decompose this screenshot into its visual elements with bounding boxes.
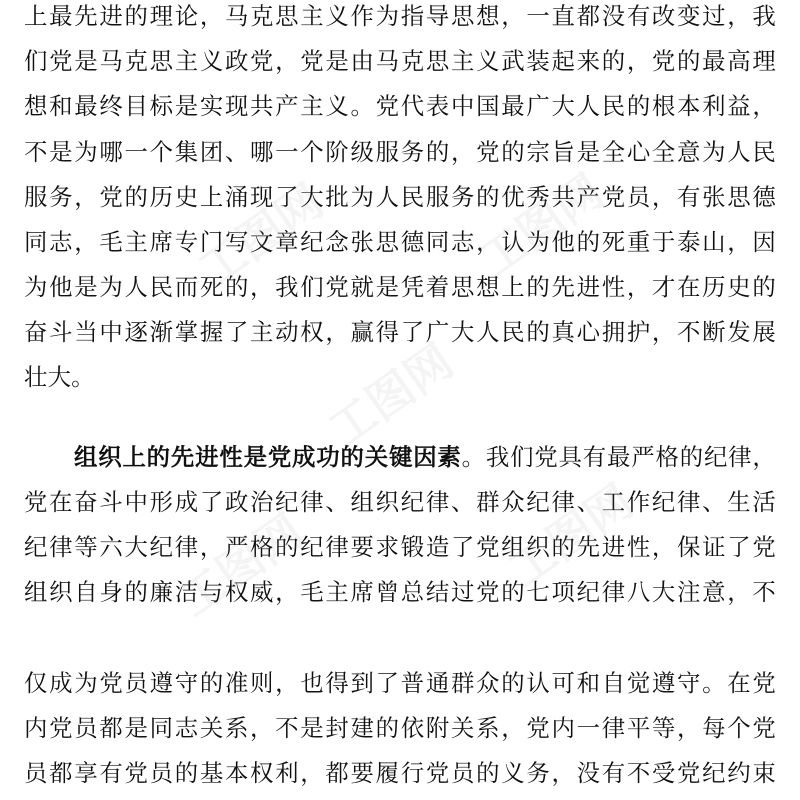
watermark: 工图网 bbox=[498, 473, 643, 598]
paragraph-2-line-3: 纪律等六大纪律，严格的纪律要求锻造了党组织的先进性，保证了党 bbox=[24, 533, 776, 561]
watermark: 工图网 bbox=[168, 503, 313, 628]
paragraph-1-line-5: 服务，党的历史上涌现了大批为人民服务的优秀共产党员，有张思德 bbox=[24, 183, 776, 211]
watermark: 工图网 bbox=[318, 333, 463, 458]
paragraph-1-line-9: 壮大。 bbox=[24, 363, 95, 391]
paragraph-2-line-2: 党在奋斗中形成了政治纪律、组织纪律、群众纪律、工作纪律、生活 bbox=[24, 488, 776, 516]
paragraph-1-line-7: 为他是为人民而死的，我们党就是凭着思想上的先进性，才在历史的 bbox=[24, 273, 776, 301]
page-2-line-1: 仅成为党员遵守的准则，也得到了普通群众的认可和自觉遵守。在党 bbox=[24, 669, 776, 697]
watermark: 工图网 bbox=[468, 163, 613, 288]
paragraph-2-line-4: 组织自身的廉洁与权威，毛主席曾总结过党的七项纪律八大注意，不 bbox=[24, 578, 776, 606]
paragraph-2-line-1 bbox=[74, 442, 776, 472]
paragraph-2-first-rest: 。我们党具有最严格的纪律， bbox=[461, 443, 776, 471]
watermark: 工图网 bbox=[188, 173, 333, 298]
paragraph-1-line-8: 奋斗当中逐渐掌握了主动权，赢得了广大人民的真心拥护，不断发展 bbox=[24, 318, 776, 346]
paragraph-1-line-3: 想和最终目标是实现共产主义。党代表中国最广大人民的根本利益， bbox=[24, 92, 776, 120]
paragraph-1-line-4: 不是为哪一个集团、哪一个阶级服务的，党的宗旨是全心全意为人民 bbox=[24, 138, 776, 166]
page-2-line-3: 员都享有党员的基本权利，都要履行党员的义务，没有不受党纪约束 bbox=[24, 759, 776, 787]
paragraph-1-line-1: 上最先进的理论，马克思主义作为指导思想，一直都没有改变过，我 bbox=[24, 2, 776, 30]
paragraph-1-line-2: 们党是马克思主义政党，党是由马克思主义武装起来的，党的最高理 bbox=[24, 47, 776, 75]
paragraph-2-bold-lead: 组织上的先进性是党成功的关键因素 bbox=[74, 443, 462, 471]
paragraph-1-line-6: 同志，毛主席专门写文章纪念张思德同志，认为他的死重于泰山，因 bbox=[24, 228, 776, 256]
page-2-line-2: 内党员都是同志关系，不是封建的依附关系，党内一律平等，每个党 bbox=[24, 714, 776, 742]
